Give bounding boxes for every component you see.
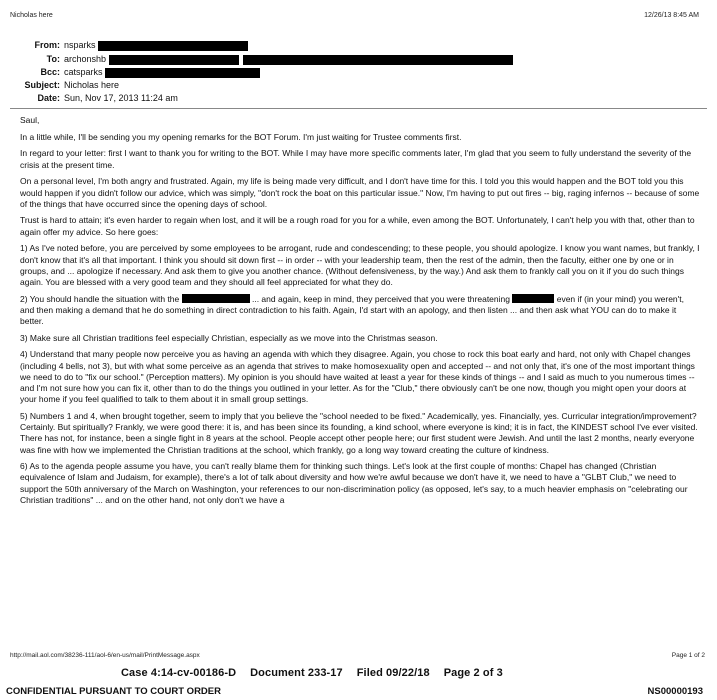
to-value: archonshb: [64, 54, 107, 64]
from-row: [0, 40, 248, 51]
subject-row: [0, 80, 119, 90]
paragraph-6-part-1: 2) You should handle the situation with the: [20, 293, 182, 304]
redaction-to-1: [109, 55, 239, 65]
subject-label: Subject:: [24, 80, 60, 90]
print-header-left: Nicholas here: [10, 12, 53, 19]
from-value: nsparks: [64, 40, 96, 50]
document-number: Document 233-17: [250, 667, 343, 679]
case-number: Case 4:14-cv-00186-D: [121, 667, 237, 679]
redaction-from: [98, 41, 248, 51]
to-label: To:: [46, 54, 60, 64]
date-label: Date:: [37, 93, 60, 103]
email-body: [20, 115, 700, 512]
print-header-date: 12/26/13 8:45 AM: [644, 12, 699, 19]
subject-value: Nicholas here: [64, 80, 120, 90]
paragraph-9: 5) Numbers 1 and 4, when brought together, seem to imply that you believe the "school needed to be fixed." Academically, yes. Financially, yes. Curricular integration/improvement? Certainly. But spiritually? Frankly, we were good there: it is, and has been since its founding, a kind school, where everyone is kind; it is in fact, the KINDEST school I've ever visited. There has not, for instance, been a single fight in 8 years at the school. People accept other people here; our first student were Jewish. And until the last 2 months, nearly everyone was fine with how we implemented the Christian traditions at the school, which frankly, go a long way toward creating the culture of kindness.: [20, 410, 698, 455]
redaction-bcc: [105, 68, 260, 78]
paragraph-8: 4) Understand that many people now perceive you as having an agenda with which they disagree. Again, you chose to rock this boat early and hard, not only with Chapel changes (including 4 bells, not 3), but with what some perceive as an agenda that strives to make homosexuality open and accepted -- and not only that, it's one of the most important things we need to do to "fix our school." (Perception matters). My opinion is you should have waited at least a year for these kinds of things -- and I said as much to you numerous times -- and I'm not sure how you can fix it, other than to do the things you outlined in your letter. As for the "Club," there obviously can't be one now, though you might open your doors at your home if you feel qualified to talk to them about it in small group settings.: [20, 349, 695, 405]
bcc-value: catsparks: [64, 67, 103, 77]
page-of: Page 2 of 3: [443, 667, 503, 679]
paragraph-5: 1) As I've noted before, you are perceived by some employees to be arrogant, rude and condescending; to these people, you should apologize. I know you want names, but frankly, I don't know that it's all that important. I think you should sit down first -- in order -- with your leadership team, then the rest of the admin, then the faculty, either one by one or in groups, and ... apologize if necessary. And ask them to give you another chance. (Without defensiveness, by the way.) And ask them to frankly call you on it if you do such things again. You are blessed with a very good team and they should all feel appreciated for what they do.: [20, 243, 700, 287]
date-row: [0, 93, 178, 103]
bcc-row: [0, 67, 260, 78]
from-label: From:: [34, 40, 60, 50]
paragraph-6: [20, 294, 700, 328]
paragraph-3: On a personal level, I'm both angry and frustrated. Again, my life is being made very difficult, and I don't have time for this. I told you this would happen and the BOT told you this would happen if you didn't follow our advice, which was simply, "don't rock the boat on this particular issue." Now, I'm having to put out fires -- big, raging infernos -- because of some of the things that have occurred since the opening days of school.: [20, 176, 700, 209]
redaction-body-1: [182, 294, 250, 303]
court-stamp: [121, 667, 517, 679]
bates-number: NS00000193: [647, 686, 703, 697]
to-row: [0, 54, 513, 65]
redaction-body-2: [512, 294, 554, 303]
header-divider: [10, 108, 707, 109]
paragraph-6-part-2: ... and again, keep in mind, they perceived that you were threatening: [249, 293, 513, 304]
paragraph-4: Trust is hard to attain; it's even harder to regain when lost, and it will be a rough road for you for a while, even among the BOT. Unfortunately, I can't help you with that, other than to again offer my advice. So here goes:: [20, 215, 695, 237]
paragraph-2: In regard to your letter: first I want to thank you for writing to the BOT. While I may have more specific comments later, I'm glad that you seem to fully understand the severity of the crisis at the present time.: [20, 148, 692, 170]
date-value: Sun, Nov 17, 2013 11:24 am: [64, 93, 178, 103]
confidential-notice: CONFIDENTIAL PURSUANT TO COURT ORDER: [6, 686, 221, 697]
paragraph-10: 6) As to the agenda people assume you have, you can't really blame them for thinking such things. Let's look at the first couple of months: Chapel has changed (Christian equivalence of Islam and Judaism, for example), there's a lot of talk about diversity and how we're awful because we don't have it, we need to have a "GLBT Club," we need to support the 50th anniversary of the March on Washington, your references to our non-discrimination policy (as opposed, let's say, to a much heavier emphasis on "celebrating our Christian traditions" ... and on the other hand, not only don't we have a: [20, 461, 688, 505]
greeting: Saul,: [20, 115, 40, 125]
bcc-label: Bcc:: [40, 67, 60, 77]
print-footer-url: http://mail.aol.com/38236-111/aol-6/en-us/mail/PrintMessage.aspx: [10, 652, 200, 659]
redaction-to-2: [243, 55, 513, 65]
paragraph-7: 3) Make sure all Christian traditions feel especially Christian, especially as we move into the Christmas season.: [20, 332, 438, 343]
paragraph-1: In a little while, I'll be sending you my opening remarks for the BOT Forum. I'm just waiting for Trustee comments first.: [20, 131, 462, 142]
print-footer-page: Page 1 of 2: [671, 652, 705, 659]
filed-date: Filed 09/22/18: [356, 667, 430, 679]
paragraph-6-part-3: even if (in your mind) you weren't, and then making a demand that he do something in direct contradiction to his faith. Again, I'd start with an apology, and then listen ... and then ask what YOU can do to make it better.: [20, 293, 685, 327]
